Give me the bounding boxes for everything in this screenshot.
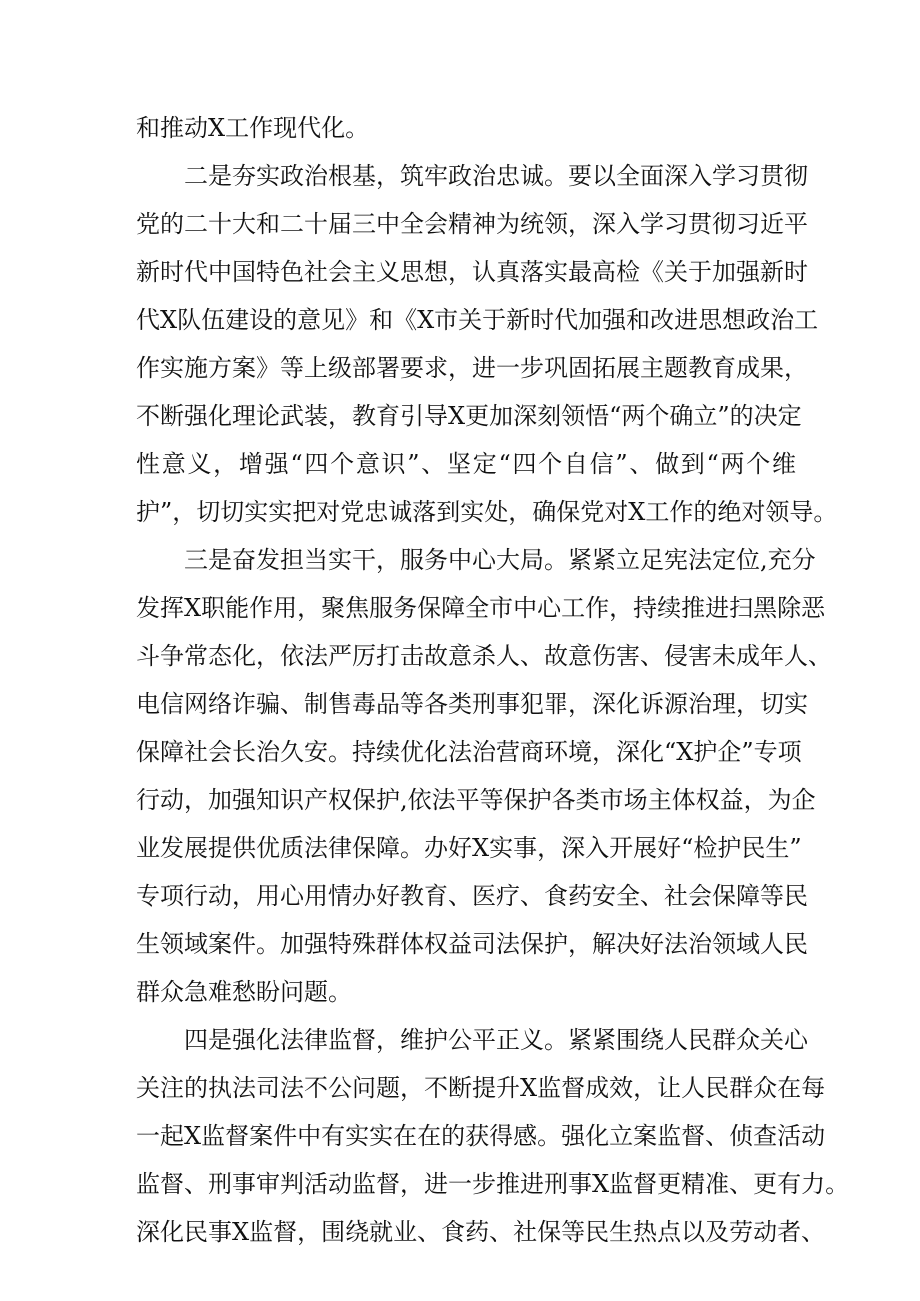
paragraph-line: 行动，加强知识产权保护,依法平等保护各类市场主体权益，为企 (136, 786, 816, 814)
paragraph-line: 和推动X工作现代化。 (136, 114, 370, 142)
paragraph-line: 四是强化法律监督，维护公平正义。紧紧围绕人民群众关心 (184, 1026, 808, 1054)
paragraph-line: 发挥X职能作用，聚焦服务保障全市中心工作，持续推进扫黑除恶 (136, 594, 826, 622)
paragraph-line: 保障社会长治久安。持续优化法治营商环境，深化“X护企”专项 (136, 738, 802, 766)
paragraph-line: 深化民事X监督，围绕就业、食药、社保等民生热点以及劳动者、 (136, 1218, 826, 1246)
paragraph-line: 党的二十大和二十届三中全会精神为统领，深入学习贯彻习近平 (136, 210, 808, 238)
paragraph-line: 作实施方案》等上级部署要求，进一步巩固拓展主题教育成果， (136, 354, 808, 382)
paragraph-line: 三是奋发担当实干，服务中心大局。紧紧立足宪法定位,充分 (184, 546, 816, 574)
paragraph-line: 监督、刑事审判活动监督，进一步推进刑事X监督更精准、更有力。 (136, 1170, 850, 1198)
paragraph-line: 新时代中国特色社会主义思想，认真落实最高检《关于加强新时 (136, 258, 808, 286)
paragraph-line: 护”，切切实实把对党忠诚落到实处，确保党对X工作的绝对领导。 (136, 498, 838, 526)
paragraph-line: 业发展提供优质法律保障。办好X实事，深入开展好“检护民生” (136, 834, 802, 862)
paragraph-line: 生领域案件。加强特殊群体权益司法保护，解决好法治领域人民 (136, 930, 808, 958)
paragraph-line: 代X队伍建设的意见》和《X市关于新时代加强和改进思想政治工 (136, 306, 819, 334)
paragraph-line: 性意义，增强“四个意识”、坚定“四个自信”、做到“两个维 (136, 450, 796, 478)
paragraph-line: 一起X监督案件中有实实在在的获得感。强化立案监督、侦查活动 (136, 1122, 826, 1150)
paragraph-line: 关注的执法司法不公问题，不断提升X监督成效，让人民群众在每 (136, 1074, 826, 1102)
paragraph-line: 群众急难愁盼问题。 (136, 978, 352, 1006)
paragraph-line: 电信网络诈骗、制售毒品等各类刑事犯罪，深化诉源治理，切实 (136, 690, 808, 718)
paragraph-line: 专项行动，用心用情办好教育、医疗、食药安全、社会保障等民 (136, 882, 808, 910)
paragraph-line: 斗争常态化，依法严厉打击故意杀人、故意伤害、侵害未成年人、 (136, 642, 832, 670)
paragraph-line: 二是夯实政治根基，筑牢政治忠诚。要以全面深入学习贯彻 (184, 162, 808, 190)
paragraph-line: 不断强化理论武装，教育引导X更加深刻领悟“两个确立”的决定 (136, 402, 802, 430)
